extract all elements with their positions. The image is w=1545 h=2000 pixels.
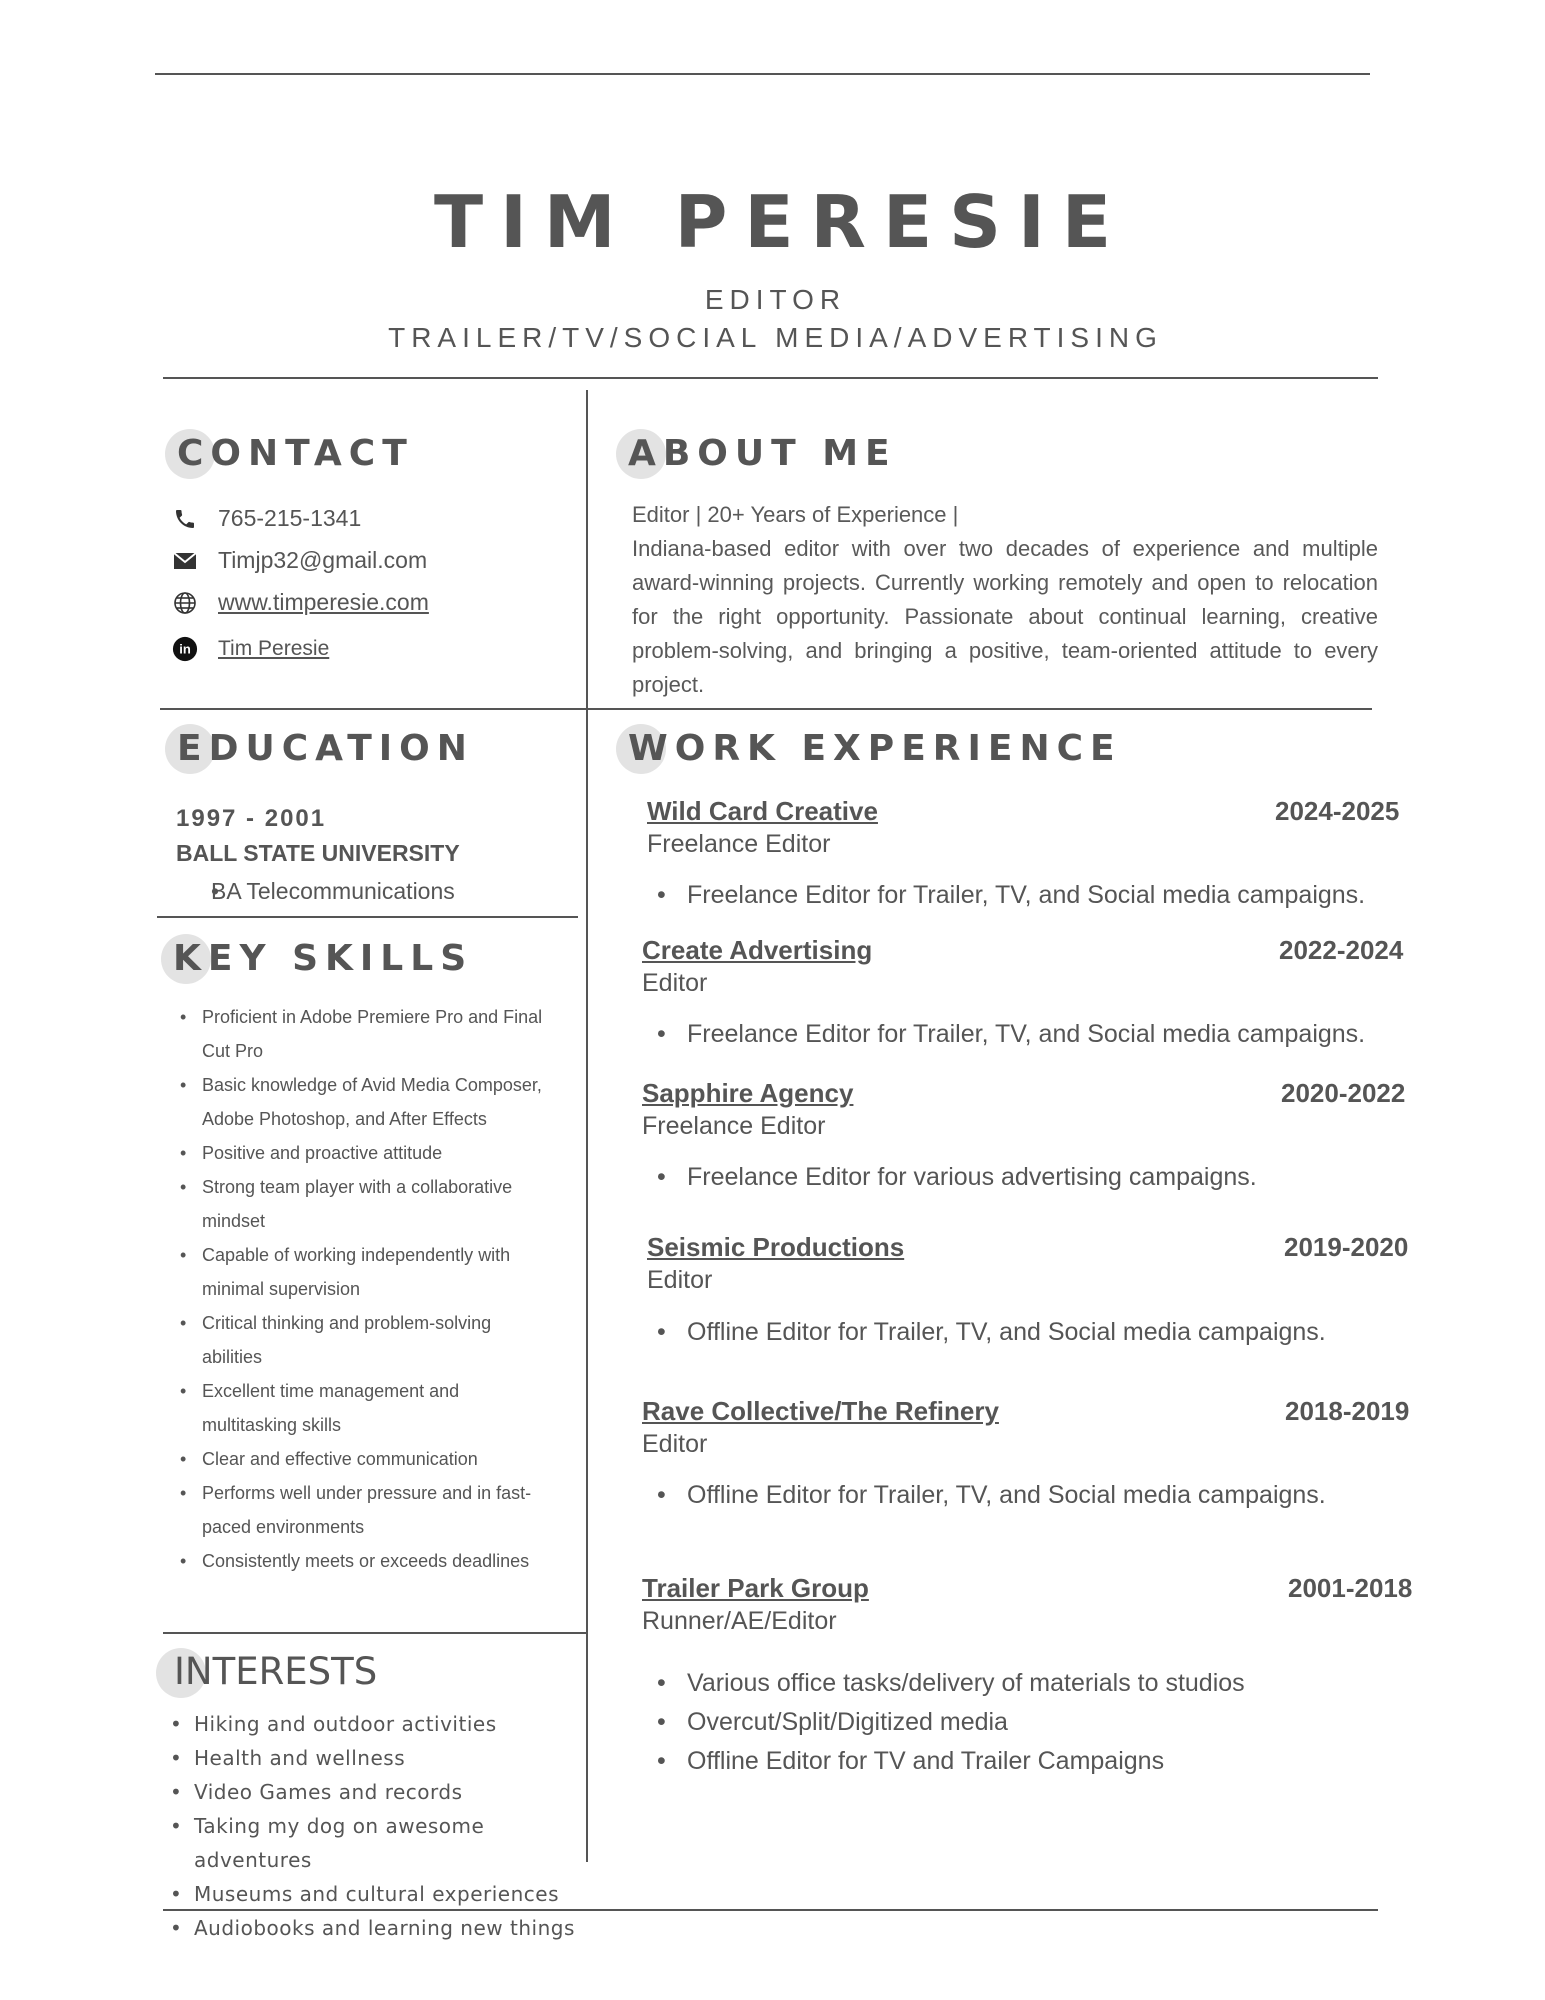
top-rule xyxy=(155,73,1370,75)
education-degree-list xyxy=(184,878,455,905)
interests-list xyxy=(170,1707,590,1945)
job-bullets xyxy=(645,1313,1326,1352)
contact-email xyxy=(172,547,427,574)
list-item: • Freelance Editor for Trailer, TV, and Social media campaigns. xyxy=(645,1015,1365,1054)
job-bullets xyxy=(645,876,1365,915)
list-item: • Critical thinking and problem-solving abilities xyxy=(180,1306,550,1374)
list-item: • Video Games and records xyxy=(170,1775,590,1809)
contact-phone xyxy=(172,505,361,532)
education-heading: EDUCATION xyxy=(177,728,474,769)
phone-text: 765-215-1341 xyxy=(218,505,362,531)
list-item: • Museums and cultural experiences xyxy=(170,1877,590,1911)
email-link[interactable]: Timjp32@gmail.com xyxy=(218,547,428,573)
job-bullets xyxy=(645,1476,1326,1515)
header-rule xyxy=(163,377,1378,379)
list-item: • Positive and proactive attitude xyxy=(180,1136,550,1170)
list-item: • Clear and effective communication xyxy=(180,1442,550,1476)
contact-heading: CONTACT xyxy=(177,433,414,474)
job-company: Seismic Productions xyxy=(647,1232,905,1262)
list-item: • Health and wellness xyxy=(170,1741,590,1775)
job-role: Freelance Editor xyxy=(642,1112,826,1140)
interests-heading: INTERESTS xyxy=(174,1650,377,1693)
about-heading: ABOUT ME xyxy=(628,433,897,474)
list-item: • Overcut/Split/Digitized media xyxy=(645,1703,1245,1742)
job-years: 2020-2022 xyxy=(1281,1078,1406,1108)
education-school: BALL STATE UNIVERSITY xyxy=(176,840,460,866)
list-item: • Offline Editor for TV and Trailer Campaigns xyxy=(645,1742,1245,1781)
list-item: • Freelance Editor for Trailer, TV, and Social media campaigns. xyxy=(645,876,1365,915)
education-years: 1997 - 2001 xyxy=(176,805,327,832)
contact-rule xyxy=(160,708,588,710)
job-years: 2022-2024 xyxy=(1279,935,1404,965)
list-item: • Freelance Editor for various advertising campaigns. xyxy=(645,1158,1257,1197)
job-bullets xyxy=(645,1158,1257,1197)
education-rule xyxy=(157,916,578,918)
website-link[interactable]: www.timperesie.com xyxy=(218,589,429,615)
list-item: • Audiobooks and learning new things xyxy=(170,1911,590,1945)
education-degree: • BA Telecommunications xyxy=(184,878,455,905)
list-item: • Consistently meets or exceeds deadlines xyxy=(180,1544,550,1578)
list-item: • Excellent time management and multitasking skills xyxy=(180,1374,550,1442)
skills-rule xyxy=(163,1632,588,1634)
list-item: • Basic knowledge of Avid Media Composer, Adobe Photoshop, and After Effects xyxy=(180,1068,550,1136)
list-item: • Strong team player with a collaborative mindset xyxy=(180,1170,550,1238)
about-text xyxy=(632,498,1378,702)
column-divider xyxy=(586,390,588,1862)
job-role: Runner/AE/Editor xyxy=(642,1607,837,1635)
job-role: Editor xyxy=(642,1430,708,1458)
job-company: Sapphire Agency xyxy=(642,1078,854,1108)
job-company: Trailer Park Group xyxy=(642,1573,869,1603)
job-years: 2001-2018 xyxy=(1288,1573,1413,1603)
job-years: 2019-2020 xyxy=(1284,1232,1409,1262)
globe-icon xyxy=(172,590,198,616)
contact-linkedin xyxy=(172,636,329,662)
job-company: Create Advertising xyxy=(642,935,873,965)
job-role: Editor xyxy=(647,1266,713,1294)
mail-icon xyxy=(172,548,198,574)
job-bullets xyxy=(645,1015,1365,1054)
list-item: • Proficient in Adobe Premiere Pro and Final Cut Pro xyxy=(180,1000,550,1068)
about-body: Indiana-based editor with over two decades of experience and multiple award-winning projects. Currently working remotely and open to relocation for the right opportunity. Passionate about continual learning, creative problem-solving, and bringing a positive, team-oriented attitude to every project. xyxy=(632,536,1378,697)
job-specialties: TRAILER/TV/SOCIAL MEDIA/ADVERTISING xyxy=(388,322,1163,353)
skills-list xyxy=(180,1000,550,1578)
list-item: • Hiking and outdoor activities xyxy=(170,1707,590,1741)
job-company: Rave Collective/The Refinery xyxy=(642,1396,999,1426)
about-rule xyxy=(588,708,1372,710)
job-years: 2024-2025 xyxy=(1275,796,1400,826)
contact-website xyxy=(172,589,429,616)
job-bullets xyxy=(645,1664,1245,1781)
job-role: Freelance Editor xyxy=(647,830,831,858)
linkedin-link[interactable]: Tim Peresie xyxy=(218,637,330,660)
list-item: • Offline Editor for Trailer, TV, and Social media campaigns. xyxy=(645,1476,1326,1515)
list-item: • Various office tasks/delivery of materials to studios xyxy=(645,1664,1245,1703)
page-title: TIM PERESIE xyxy=(433,180,1129,264)
svg-text:in: in xyxy=(179,641,191,657)
list-item: • Taking my dog on awesome adventures xyxy=(170,1809,590,1877)
skills-heading: KEY SKILLS xyxy=(173,938,473,979)
about-summary-line: Editor | 20+ Years of Experience | xyxy=(632,502,959,527)
job-company: Wild Card Creative xyxy=(647,796,878,826)
list-item: • Capable of working independently with minimal supervision xyxy=(180,1238,550,1306)
job-role: Editor xyxy=(642,969,708,997)
phone-icon xyxy=(172,506,198,532)
job-years: 2018-2019 xyxy=(1285,1396,1410,1426)
work-heading: WORK EXPERIENCE xyxy=(628,728,1122,769)
list-item: • Performs well under pressure and in fast-paced environments xyxy=(180,1476,550,1544)
linkedin-icon xyxy=(172,636,198,662)
job-title: EDITOR xyxy=(704,284,847,315)
list-item: • Offline Editor for Trailer, TV, and Social media campaigns. xyxy=(645,1313,1326,1352)
